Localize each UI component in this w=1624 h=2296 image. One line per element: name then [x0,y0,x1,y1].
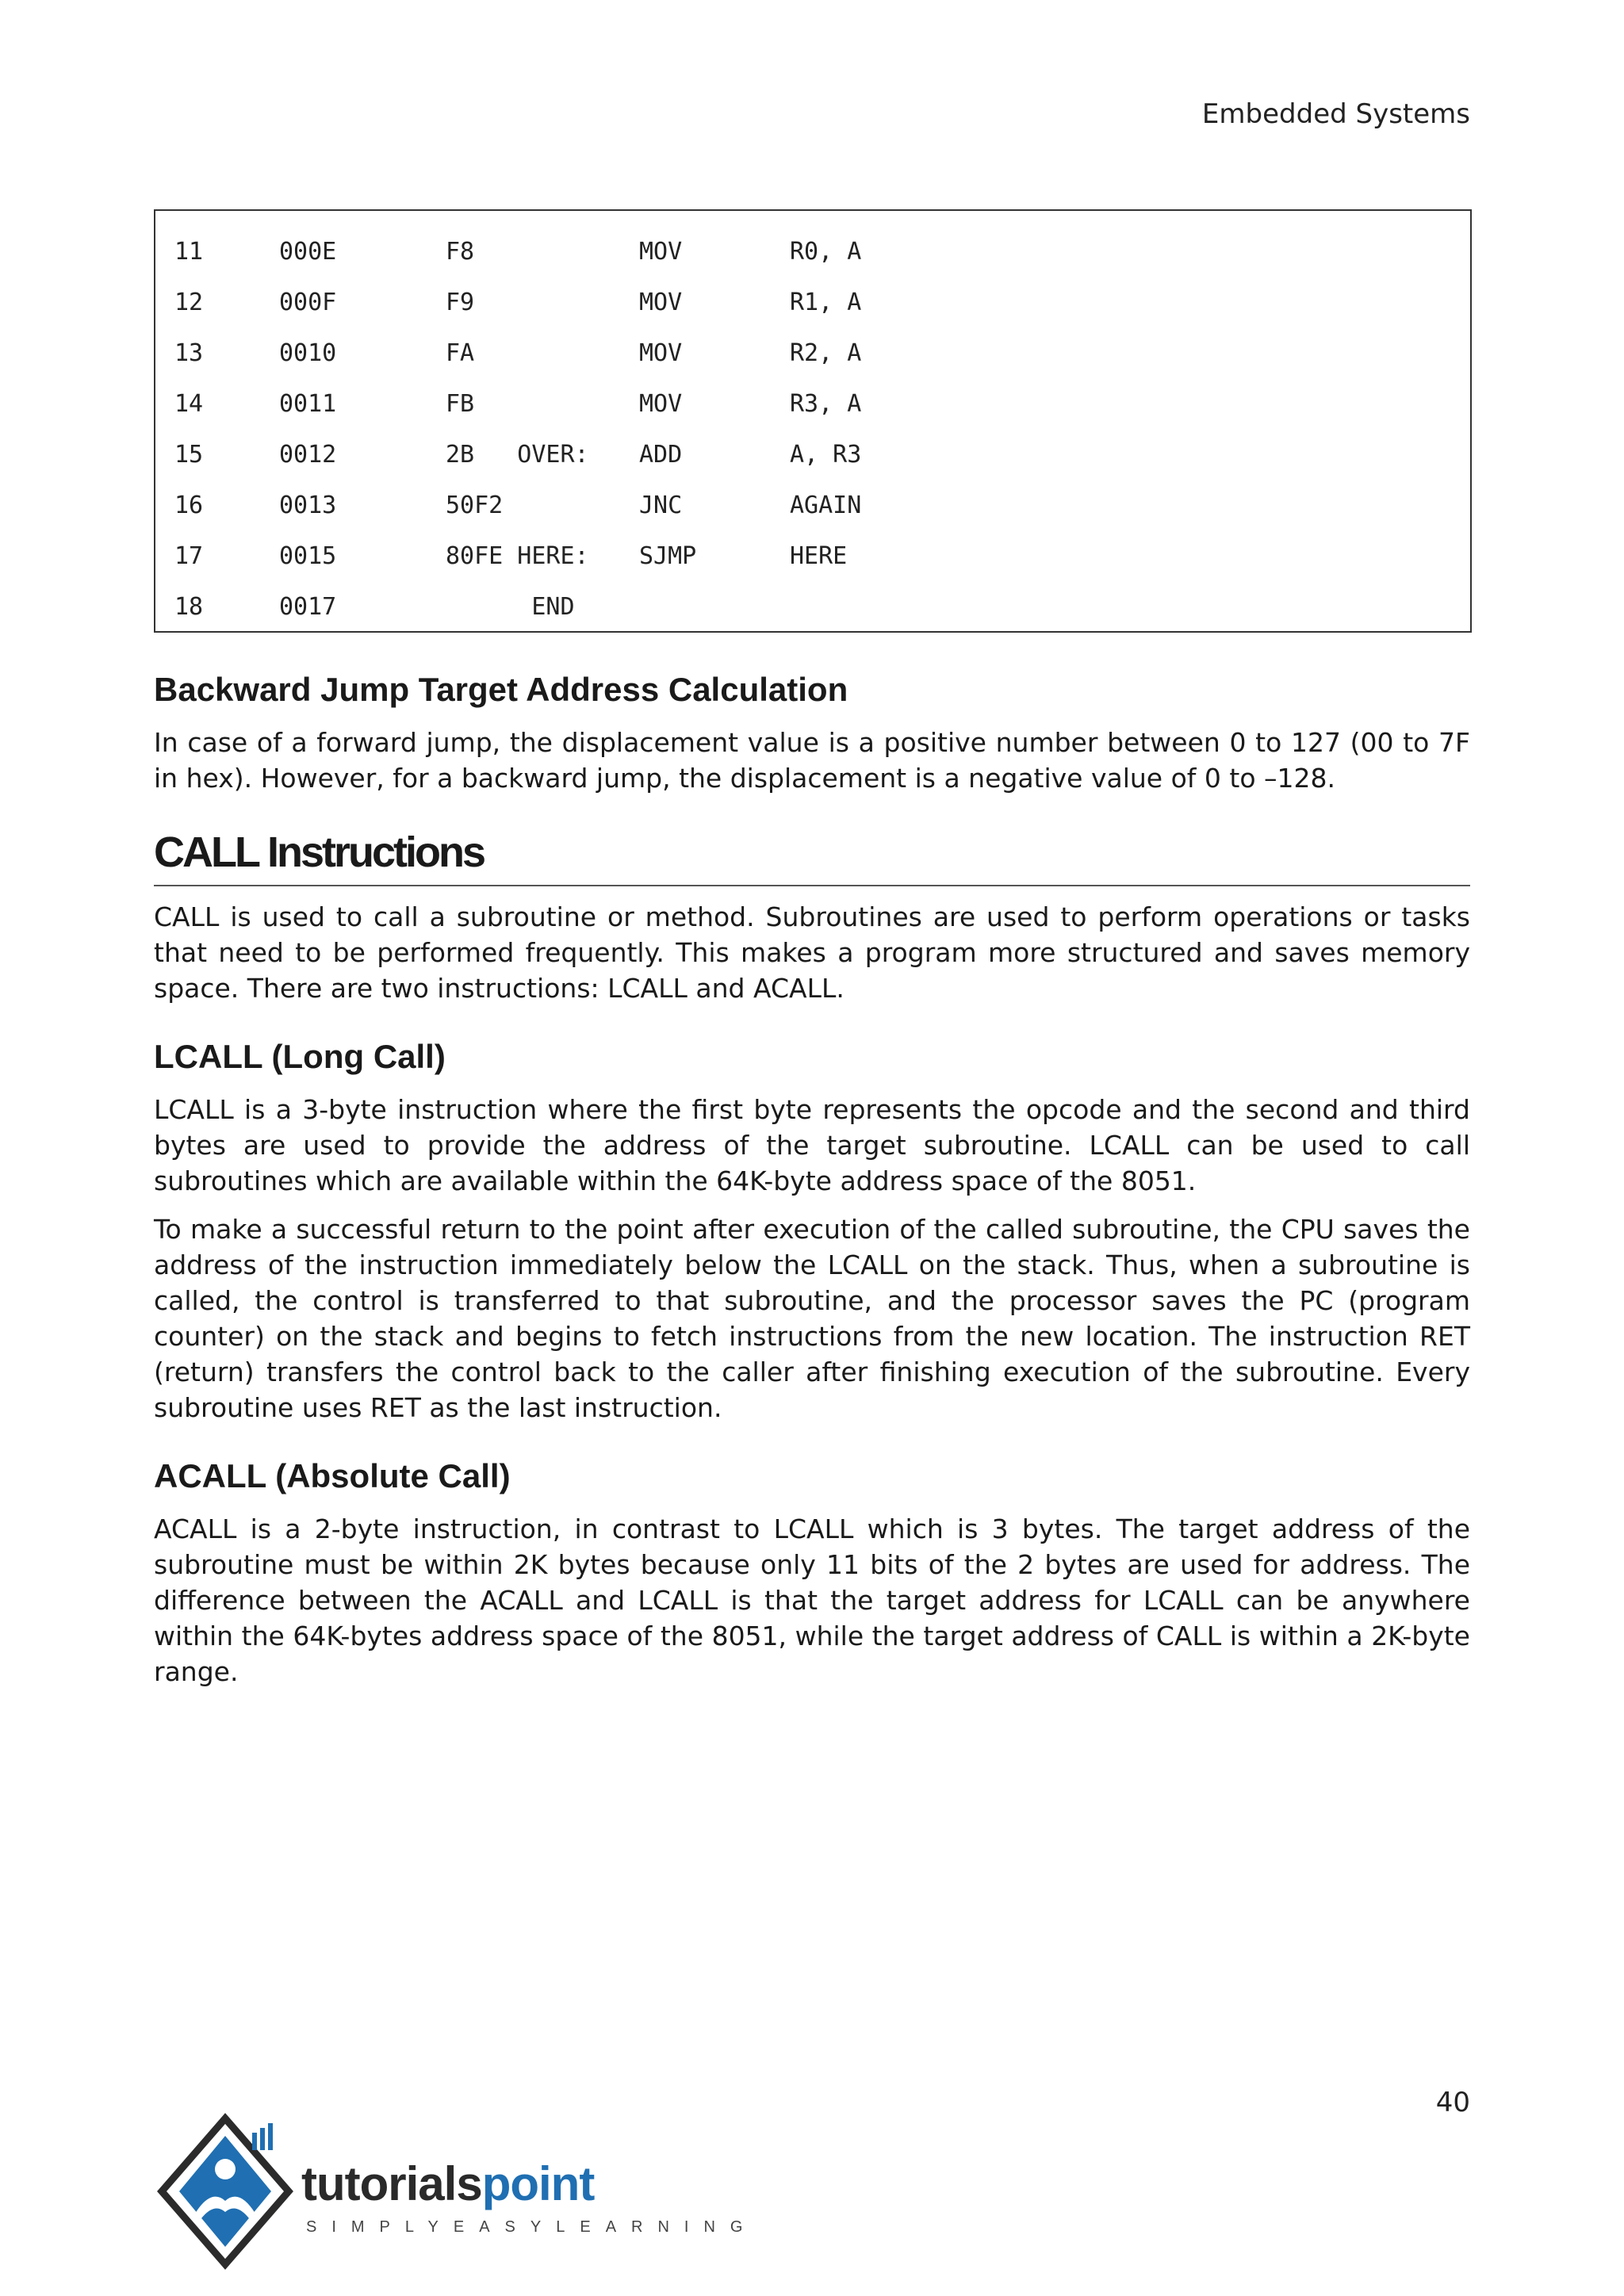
call-instructions-paragraph: CALL is used to call a subroutine or method. Subroutines are used to perform operations or tasks that need to be performed frequently. This makes a program more structured and saves memory space. There are two instructions: LCALL and ACALL. [154,901,1470,1004]
machine-code: F8 [446,238,475,266]
operand: HERE [790,542,848,570]
operand: R3, A [790,390,862,418]
machine-code: FB [446,390,475,418]
machine-code: FA [446,339,475,367]
mnemonic: MOV [639,390,683,418]
running-header: Embedded Systems [1201,98,1470,130]
operand: A, R3 [790,441,862,469]
operand: R2, A [790,339,862,367]
address: 0011 [279,390,337,418]
lcall-heading: LCALL (Long Call) [154,1038,446,1075]
mnemonic: ADD [639,441,683,469]
address: 0015 [279,542,337,570]
line-number: 15 [174,441,204,469]
logo-emblem-icon [155,2112,298,2271]
page-number: 40 [1435,2087,1470,2118]
logo-word-point: point [481,2157,595,2210]
address: 0017 [279,593,337,621]
operand: R0, A [790,238,862,266]
mnemonic: MOV [639,289,683,316]
lcall-paragraph-1: LCALL is a 3-byte instruction where the first byte represents the opcode and the second and third bytes are used to provide the address of the target subroutine. LCALL can be used to call subroutines which are available within the 64K-byte address space of the 8051. [154,1094,1470,1196]
address: 000E [279,238,337,266]
operand: AGAIN [790,492,862,519]
logo-word-tutorials: tutorials [301,2157,482,2210]
machine-code: F9 [446,289,475,316]
code-row [155,377,1470,428]
machine-code: 50F2 [446,492,504,519]
machine-code: END [446,593,575,621]
machine-code: 80FE HERE: [446,542,589,570]
code-row [155,327,1470,377]
code-row [155,530,1470,580]
mnemonic: JNC [639,492,683,519]
address: 000F [279,289,337,316]
code-row [155,428,1470,479]
address: 0013 [279,492,337,519]
logo-tagline: SIMPLYEASYLEARNING [306,2218,758,2236]
mnemonic: MOV [639,339,683,367]
backward-jump-heading: Backward Jump Target Address Calculation [154,671,848,708]
logo-wordmark [301,2156,594,2211]
code-row [155,276,1470,327]
code-row [155,479,1470,530]
line-number: 13 [174,339,204,367]
line-number: 16 [174,492,204,519]
code-row [155,225,1470,276]
address: 0012 [279,441,337,469]
code-listing [154,209,1472,633]
backward-jump-paragraph: In case of a forward jump, the displacement value is a positive number between 0 to 127 (00 to 7F in hex). However, for a backward jump, the displacement is a negative value of 0 to –128. [154,727,1470,794]
line-number: 12 [174,289,204,316]
line-number: 18 [174,593,204,621]
line-number: 14 [174,390,204,418]
call-instructions-heading: CALL Instructions [154,828,1470,886]
lcall-paragraph-2: To make a successful return to the point after execution of the called subroutine, the CPU saves the address of the instruction immediately below the LCALL on the stack. Thus, when a subroutine is called, the control is transferred to that subroutine, and the processor saves the PC (program counter) on the stack and begins to fetch instructions from the new location. The instruction RET (return) transfers the control back to the caller after finishing execution of the subroutine. Every subroutine uses RET as the last instruction. [154,1214,1470,1423]
machine-code: 2B OVER: [446,441,589,469]
address: 0010 [279,339,337,367]
page-content [154,671,1470,1689]
code-row [155,580,1470,631]
operand: R1, A [790,289,862,316]
mnemonic: MOV [639,238,683,266]
line-number: 17 [174,542,204,570]
mnemonic: SJMP [639,542,697,570]
tutorialspoint-logo [155,2112,758,2271]
line-number: 11 [174,238,204,266]
acall-heading: ACALL (Absolute Call) [154,1457,511,1494]
acall-paragraph: ACALL is a 2-byte instruction, in contrast to LCALL which is 3 bytes. The target address of the subroutine must be within 2K bytes because only 11 bits of the 2 bytes are used for address. The difference between the ACALL and LCALL is that the target address for LCALL can be anywhere within the 64K-bytes address space of the 8051, while the target address of CALL is within a 2K-byte range. [154,1513,1470,1687]
